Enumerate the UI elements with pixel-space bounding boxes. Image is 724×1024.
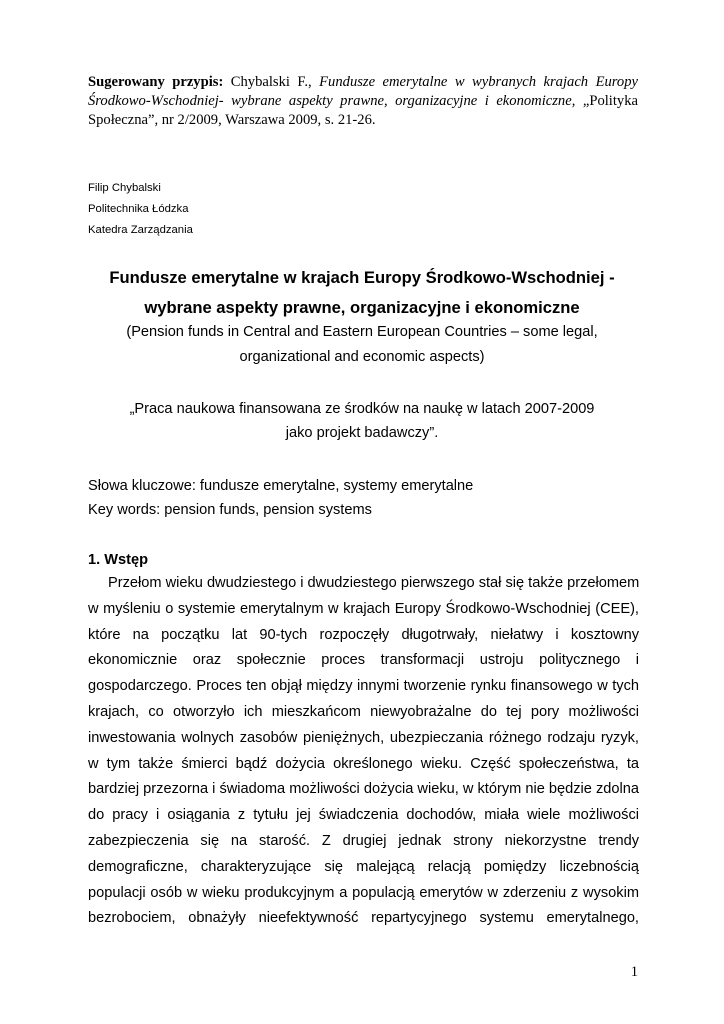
body-line: populacji osób w wieku produkcyjnym a populacją emerytów w zderzeniu z wysokim bbox=[88, 884, 639, 901]
section-heading: 1. Wstęp bbox=[88, 552, 149, 568]
body-line: które na początku lat 90-tych rozpoczęły długotrwały, niełatwy i kosztowny bbox=[88, 626, 639, 643]
body-line: demograficzne, charakteryzujące się malejącą relacją pomiędzy liczebnością bbox=[88, 858, 639, 875]
body-line: krajach, co otworzyło ich mieszkańcom niewyobrażalne do tej pory możliwości bbox=[88, 703, 639, 720]
citation-source: , „Polityka Społeczna”, nr 2/2009, Warszawa 2009, s. 21-26. bbox=[88, 93, 638, 128]
body-line: ekonomicznie oraz społecznie proces transformacji ustroju politycznego i bbox=[88, 652, 639, 669]
body-line: inwestowania wolnych zasobów pieniężnych, ubezpieczania różnego rodzaju ryzyk, bbox=[88, 729, 639, 746]
body-line: zabezpieczenia się na starość. Z drugiej jednak strony niekorzystne trendy bbox=[88, 832, 639, 849]
title-line-1: Fundusze emerytalne w krajach Europy Środkowo-Wschodniej - bbox=[109, 268, 615, 287]
page-number: 1 bbox=[630, 964, 638, 980]
keywords-english: Key words: pension funds, pension systems bbox=[88, 502, 372, 518]
title-line-2: wybrane aspekty prawne, organizacyjne i ekonomiczne bbox=[144, 298, 580, 317]
funding-line-1: „Praca naukowa finansowana ze środków na naukę w latach 2007-2009 bbox=[129, 401, 595, 417]
body-line: bardziej przezorna i świadoma możliwości dożycia wieku, w którym nie będzie zdolna bbox=[88, 781, 639, 798]
suggested-citation bbox=[88, 73, 638, 130]
citation-label: Sugerowany przypis: bbox=[88, 74, 224, 90]
body-line: gospodarczego. Proces ten objął między innymi tworzenie rynku finansowego w tych bbox=[88, 678, 639, 695]
author-block bbox=[88, 178, 193, 241]
author-institution: Politechnika Łódzka bbox=[88, 203, 189, 215]
body-line: w tym także śmierci bądź dożycia określonego wieku. Część społeczeństwa, ta bbox=[88, 755, 639, 772]
english-subtitle bbox=[60, 320, 664, 370]
subtitle-line-1: (Pension funds in Central and Eastern European Countries – some legal, bbox=[126, 324, 598, 340]
paper-title bbox=[60, 263, 664, 323]
author-name: Filip Chybalski bbox=[88, 182, 161, 194]
body-line: do pracy i osiągania z tytułu jej świadczenia dochodów, miała wiele możliwości bbox=[88, 807, 639, 824]
body-line: Przełom wieku dwudziestego i dwudziestego pierwszego stał się także przełomem bbox=[108, 575, 640, 591]
citation-title: Fundusze emerytalne w wybranych krajach Europy Środkowo-Wschodniej- wybrane aspekty prawne, organizacyjne i ekonomiczne bbox=[88, 74, 638, 109]
section-body bbox=[88, 571, 639, 932]
citation-author: Chybalski F., bbox=[223, 74, 320, 90]
body-line: w myśleniu o systemie emerytalnym w krajach Europy Środkowo-Wschodniej (CEE), bbox=[88, 600, 639, 617]
author-department: Katedra Zarządzania bbox=[88, 224, 193, 236]
keywords-polish: Słowa kluczowe: fundusze emerytalne, systemy emerytalne bbox=[88, 478, 474, 494]
subtitle-line-2: organizational and economic aspects) bbox=[239, 349, 485, 365]
keywords-block bbox=[88, 474, 648, 522]
funding-note bbox=[60, 397, 664, 445]
funding-line-2: jako projekt badawczy”. bbox=[285, 425, 439, 441]
body-line: bezrobociem, obnażyły nieefektywność repartycyjnego systemu emerytalnego, bbox=[88, 910, 639, 927]
